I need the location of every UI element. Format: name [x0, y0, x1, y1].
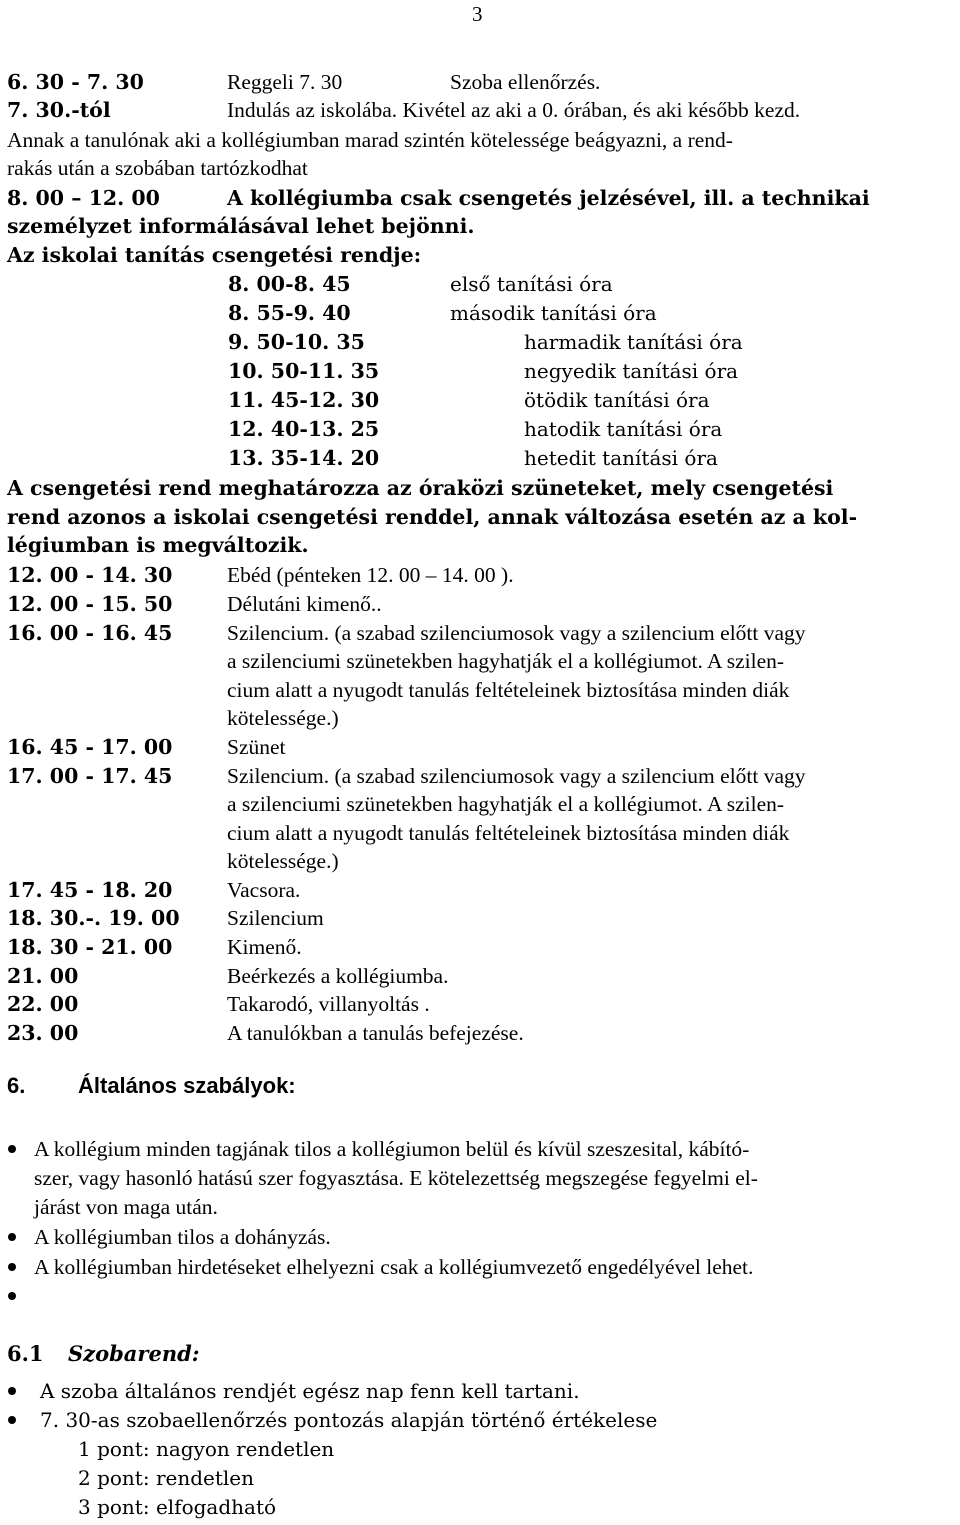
rule-text: A kollégiumban hirdetéseket elhelyezni csak a kollégiumvezető engedélyével lehet.	[34, 1255, 754, 1279]
breakfast-text: Reggeli 7. 30	[227, 70, 343, 94]
room-rule-text: 7. 30-as szobaellenőrzés pontozás alapján történő értékelese	[40, 1408, 658, 1432]
schedule-text: A tanulókban a tanulás befejezése.	[227, 1021, 524, 1045]
schedule-text: Beérkezés a kollégiumba.	[227, 964, 449, 988]
body-text-line: Annak a tanulónak aki a kollégiumban marad szintén kötelessége beágyazni, a rend-	[7, 128, 733, 152]
bullet-icon	[8, 1387, 16, 1395]
time-label: 7. 30.-tól	[7, 98, 111, 122]
rule-text: A kollégium minden tagjának tilos a kollégiumon belül és kívül szeszesital, kábító-	[34, 1137, 750, 1161]
time-label: 16. 45 - 17. 00	[7, 735, 173, 759]
lesson-time: 10. 50-11. 35	[228, 359, 380, 383]
schedule-text: a szilenciumi szünetekben hagyhatják el a kollégiumot. A szilen-	[227, 649, 785, 673]
section-title: Általános szabályok:	[78, 1073, 296, 1098]
room-rule-text: A szoba általános rendjét egész nap fenn kell tartani.	[40, 1379, 580, 1403]
time-label: 8. 00 – 12. 00	[7, 186, 160, 210]
schedule-text: Kimenő.	[227, 935, 302, 959]
bullet-icon	[8, 1145, 16, 1153]
lesson-name: hetedit tanítási óra	[524, 446, 718, 470]
score-line: 3 pont: elfogadható	[78, 1495, 277, 1519]
time-label: 23. 00	[7, 1021, 79, 1045]
schedule-text: Szilencium	[227, 906, 324, 930]
section-title: Szobarend:	[68, 1341, 200, 1366]
bell-note-line: légiumban is megváltozik.	[7, 533, 309, 557]
time-label: 12. 00 - 14. 30	[7, 563, 173, 587]
time-label: 21. 00	[7, 964, 79, 988]
page-number: 3	[472, 2, 483, 26]
schedule-text: cium alatt a nyugodt tanulás feltételeinek biztosítása minden diák	[227, 821, 790, 845]
time-label: 17. 00 - 17. 45	[7, 764, 173, 788]
schedule-text: a szilenciumi szünetekben hagyhatják el a kollégiumot. A szilen-	[227, 792, 785, 816]
schedule-text: Délutáni kimenő..	[227, 592, 382, 616]
rule-text: járást von maga után.	[34, 1195, 218, 1219]
time-label: 22. 00	[7, 992, 79, 1016]
entry-rule-text: személyzet informálásával lehet bejönni.	[7, 214, 475, 238]
bell-note-line: rend azonos a iskolai csengetési renddel, annak változása esetén az a kol-	[7, 505, 858, 529]
section-number: 6.1	[7, 1341, 44, 1366]
lesson-time: 8. 55-9. 40	[228, 301, 351, 325]
time-label: 18. 30.-. 19. 00	[7, 906, 180, 930]
entry-rule-text: A kollégiumba csak csengetés jelzésével, ill. a technikai	[227, 186, 870, 210]
lesson-time: 11. 45-12. 30	[228, 388, 380, 412]
lesson-name: harmadik tanítási óra	[524, 330, 743, 354]
schedule-text: Takarodó, villanyoltás .	[227, 992, 430, 1016]
time-label: 18. 30 - 21. 00	[7, 935, 173, 959]
lesson-time: 12. 40-13. 25	[228, 417, 380, 441]
rule-text: A kollégiumban tilos a dohányzás.	[34, 1225, 331, 1249]
section-number: 6.	[7, 1073, 26, 1098]
schedule-text: kötelessége.)	[227, 849, 339, 873]
bullet-icon	[8, 1292, 16, 1300]
lesson-time: 9. 50-10. 35	[228, 330, 365, 354]
lesson-name: második tanítási óra	[450, 301, 657, 325]
lesson-name: hatodik tanítási óra	[524, 417, 723, 441]
lesson-time: 8. 00-8. 45	[228, 272, 351, 296]
departure-text: Indulás az iskolába. Kivétel az aki a 0. órában, és aki később kezd.	[227, 98, 801, 122]
schedule-text: cium alatt a nyugodt tanulás feltételeinek biztosítása minden diák	[227, 678, 790, 702]
rule-text: szer, vagy hasonló hatású szer fogyasztása. E kötelezettség megszegése fegyelmi el-	[34, 1166, 758, 1190]
schedule-text: Vacsora.	[227, 878, 301, 902]
score-line: 1 pont: nagyon rendetlen	[78, 1437, 335, 1461]
schedule-text: Szilencium. (a szabad szilenciumosok vagy a szilencium előtt vagy	[227, 621, 806, 645]
lesson-name: negyedik tanítási óra	[524, 359, 739, 383]
lesson-name: első tanítási óra	[450, 272, 613, 296]
schedule-text: Szilencium. (a szabad szilenciumosok vagy a szilencium előtt vagy	[227, 764, 806, 788]
bullet-icon	[8, 1416, 16, 1424]
score-line: 2 pont: rendetlen	[78, 1466, 255, 1490]
bell-note-line: A csengetési rend meghatározza az óraközi szüneteket, mely csengetési	[7, 476, 834, 500]
time-label: 16. 00 - 16. 45	[7, 621, 173, 645]
lesson-time: 13. 35-14. 20	[228, 446, 380, 470]
time-label: 6. 30 - 7. 30	[7, 70, 144, 94]
schedule-text: kötelessége.)	[227, 706, 339, 730]
schedule-text: Szünet	[227, 735, 286, 759]
body-text-line: rakás után a szobában tartózkodhat	[7, 156, 308, 180]
bullet-icon	[8, 1233, 16, 1241]
lesson-name: ötödik tanítási óra	[524, 388, 710, 412]
bullet-icon	[8, 1263, 16, 1271]
time-label: 12. 00 - 15. 50	[7, 592, 173, 616]
schedule-text: Ebéd (pénteken 12. 00 – 14. 00 ).	[227, 563, 514, 587]
time-label: 17. 45 - 18. 20	[7, 878, 173, 902]
room-check-text: Szoba ellenőrzés.	[450, 70, 601, 94]
bell-schedule-title: Az iskolai tanítás csengetési rendje:	[7, 243, 422, 267]
